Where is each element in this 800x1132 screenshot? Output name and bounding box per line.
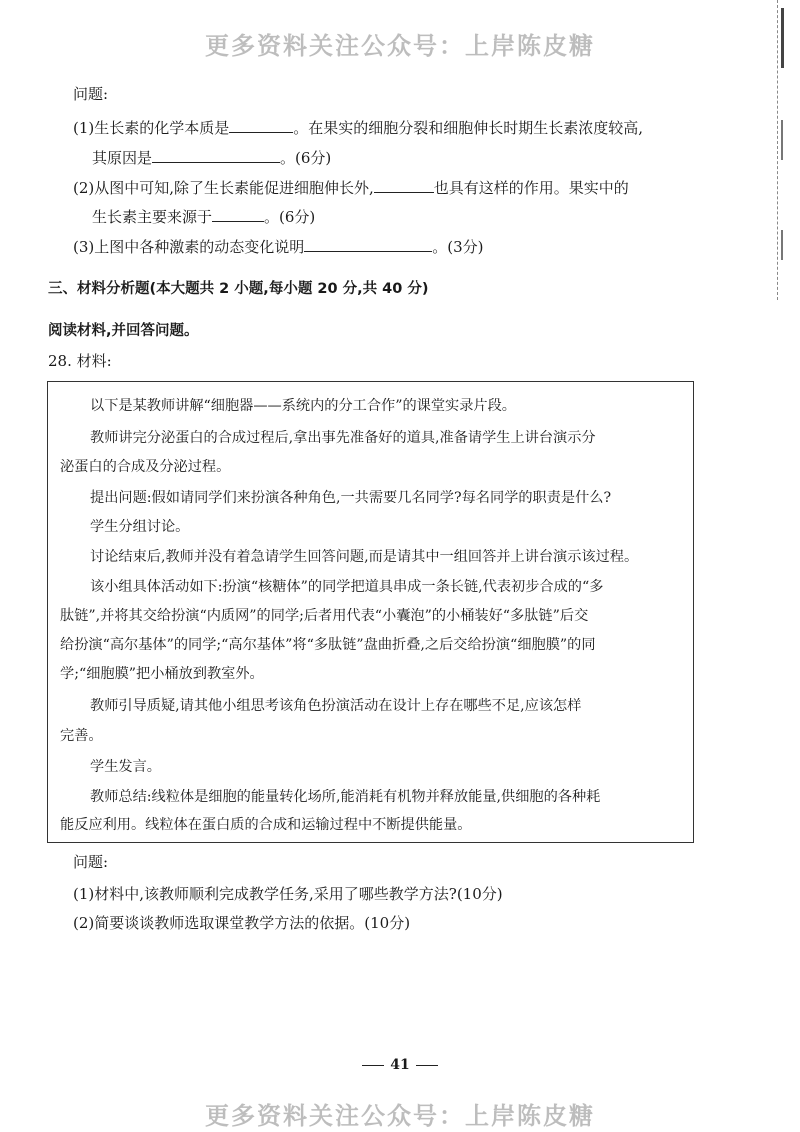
binding-edge <box>777 0 778 300</box>
material-line: 学;“细胞膜”把小桶放到教室外。 <box>60 666 264 682</box>
material-line: 教师引导质疑,请其他小组思考该角色扮演活动在设计上存在哪些不足,应该怎样 <box>90 698 582 714</box>
material-line: 讨论结束后,教师并没有着急请学生回答问题,而是请其中一组回答并上讲台演示该过程。 <box>90 549 639 565</box>
material-line: 肽链”,并将其交给扮演“内质网”的同学;后者用代表“小囊泡”的小桶装好“多肽链”后交 <box>60 608 589 624</box>
material-line: 学生分组讨论。 <box>90 519 190 535</box>
answer-blank[interactable] <box>212 207 264 222</box>
question-28-1: (1)材料中,该教师顺利完成教学任务,采用了哪些教学方法?(10分) <box>73 885 503 903</box>
answer-blank[interactable] <box>304 237 432 252</box>
section-heading: 三、材料分析题(本大题共 2 小题,每小题 20 分,共 40 分) <box>48 281 429 297</box>
watermark-bottom: 更多资料关注公众号：上岸陈皮糖 <box>205 1102 595 1130</box>
material-line: 给扮演“高尔基体”的同学;“高尔基体”将“多肽链”盘曲折叠,之后交给扮演“细胞膜”的同 <box>60 637 596 653</box>
answer-blank[interactable] <box>374 178 434 193</box>
question-label: 问题: <box>73 853 109 871</box>
answer-blank[interactable] <box>229 118 293 133</box>
question-2: (2)从图中可知,除了生长素能促进细胞伸长外, 也具有这样的作用。果实中的 <box>73 179 629 197</box>
material-line: 以下是某教师讲解“细胞器——系统内的分工合作”的课堂实录片段。 <box>90 398 516 414</box>
material-line: 该小组具体活动如下:扮演“核糖体”的同学把道具串成一条长链,代表初步合成的“多 <box>90 579 604 595</box>
instruction: 阅读材料,并回答问题。 <box>48 323 199 339</box>
material-line: 提出问题:假如请同学们来扮演各种角色,一共需要几名同学?每名同学的职责是什么? <box>90 490 612 506</box>
binding-mark <box>781 120 783 160</box>
answer-blank[interactable] <box>152 148 280 163</box>
material-line: 完善。 <box>60 728 103 744</box>
question-2-cont: 生长素主要来源于 。(6分) <box>92 208 316 226</box>
material-line: 能反应利用。线粒体在蛋白质的合成和运输过程中不断提供能量。 <box>60 817 472 833</box>
question-3: (3)上图中各种激素的动态变化说明 。(3分) <box>73 238 484 256</box>
material-line: 教师讲完分泌蛋白的合成过程后,拿出事先准备好的道具,准备请学生上讲台演示分 <box>90 430 596 446</box>
question-28-label: 28. 材料: <box>48 352 112 370</box>
question-label: 问题: <box>73 85 109 103</box>
material-line: 教师总结:线粒体是细胞的能量转化场所,能消耗有机物并释放能量,供细胞的各种耗 <box>90 789 601 805</box>
question-28-2: (2)简要谈谈教师选取课堂教学方法的依据。(10分) <box>73 914 411 932</box>
material-line: 学生发言。 <box>90 759 161 775</box>
material-line: 泌蛋白的合成及分泌过程。 <box>60 459 231 475</box>
binding-mark <box>781 230 783 260</box>
material-box <box>47 381 694 843</box>
question-1: (1)生长素的化学本质是 。在果实的细胞分裂和细胞伸长时期生长素浓度较高, <box>73 119 644 137</box>
watermark-top: 更多资料关注公众号：上岸陈皮糖 <box>205 32 595 60</box>
question-1-cont: 其原因是 。(6分) <box>92 149 332 167</box>
page-number: 41 <box>0 1057 800 1073</box>
binding-mark <box>781 8 784 68</box>
